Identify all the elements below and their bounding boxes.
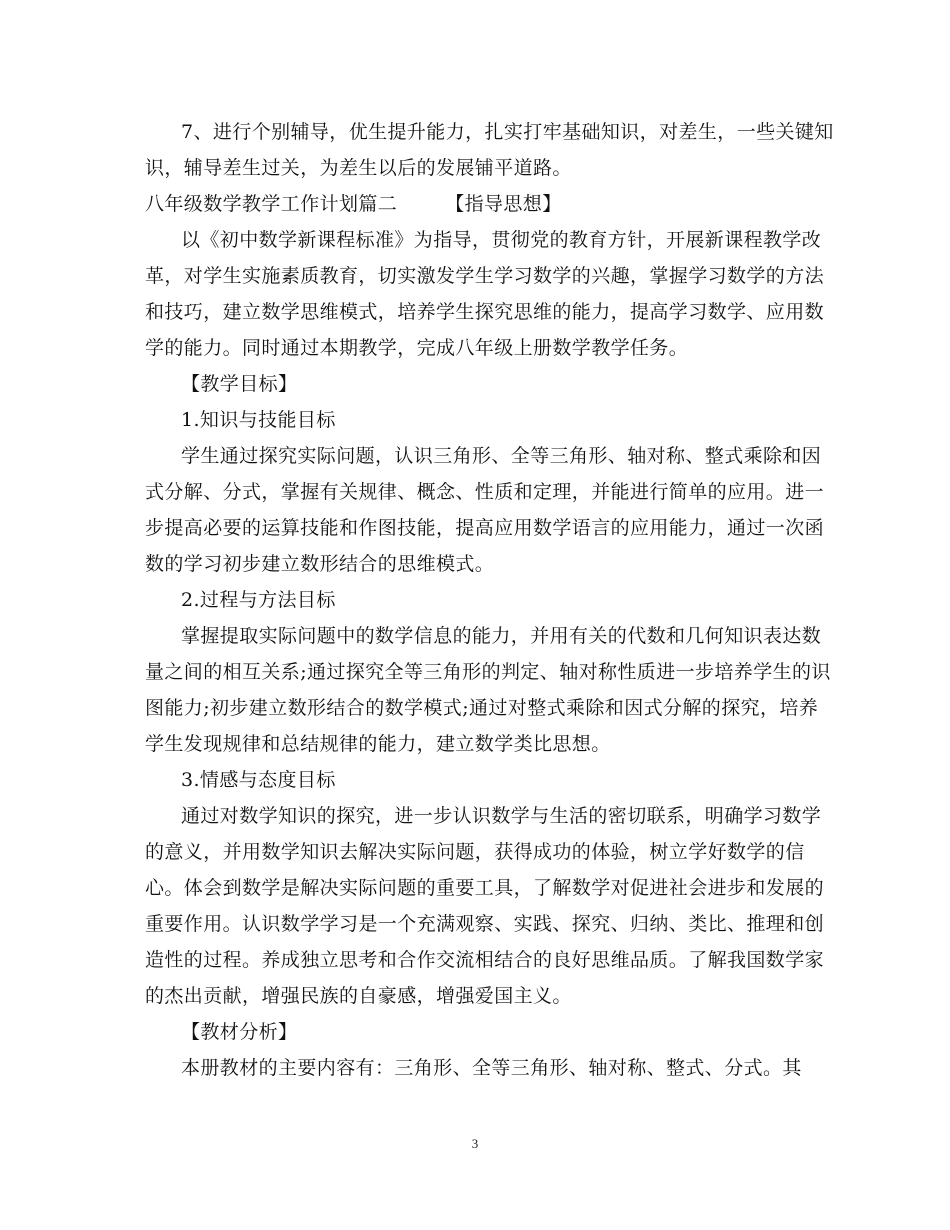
- paragraph-line: 掌握提取实际问题中的数学信息的能力，并用有关的代数和几何知识表达数: [181, 625, 822, 647]
- paragraph-line: 通过对数学知识的探究，进一步认识数学与生活的密切联系，明确学习数学: [181, 805, 822, 827]
- paragraph-line: 重要作用。认识数学学习是一个充满观察、实践、探究、归纳、类比、推理和创: [145, 913, 825, 935]
- textbook-analysis-heading: 【教材分析】: [181, 1021, 298, 1043]
- paragraph-line: 革，对学生实施素质教育，切实激发学生学习数学的兴趣，掌握学习数学的方法: [145, 265, 825, 287]
- subheading: 1.知识与技能目标: [181, 409, 336, 431]
- paragraph-line: 以《初中数学新课程标准》为指导，贯彻党的教育方针，开展新课程教学改: [181, 229, 822, 251]
- teaching-goals-heading: 【教学目标】: [181, 373, 298, 395]
- plan-title: 八年级数学教学工作计划篇二: [145, 193, 398, 215]
- paragraph-line: 的杰出贡献，增强民族的自豪感，增强爱国主义。: [145, 985, 572, 1007]
- paragraph-line: 造性的过程。养成独立思考和合作交流相结合的良好思维品质。了解我国数学家: [145, 949, 825, 971]
- subheading: 2.过程与方法目标: [181, 589, 336, 611]
- paragraph-line: 学的能力。同时通过本期教学，完成八年级上册数学教学任务。: [145, 337, 689, 359]
- paragraph-line: 学生通过探究实际问题，认识三角形、全等三角形、轴对称、整式乘除和因: [181, 445, 822, 467]
- paragraph-line: 步提高必要的运算技能和作图技能，提高应用数学语言的应用能力，通过一次函: [145, 517, 825, 539]
- page-number: 3: [471, 1136, 479, 1151]
- paragraph-line: 数的学习初步建立数形结合的思维模式。: [145, 553, 495, 575]
- paragraph-line: 量之间的相互关系;通过探究全等三角形的判定、轴对称性质进一步培养学生的识: [145, 661, 831, 683]
- paragraph-line: 的意义，并用数学知识去解决实际问题，获得成功的体验，树立学好数学的信: [145, 841, 805, 863]
- paragraph-line: 式分解、分式，掌握有关规律、概念、性质和定理，并能进行简单的应用。进一: [145, 481, 825, 503]
- guiding-ideology-heading: 【指导思想】: [445, 193, 562, 215]
- paragraph-line: 心。体会到数学是解决实际问题的重要工具，了解数学对促进社会进步和发展的: [145, 877, 825, 899]
- paragraph-line: 和技巧，建立数学思维模式，培养学生探究思维的能力，提高学习数学、应用数: [145, 301, 825, 323]
- paragraph-line: 图能力;初步建立数形结合的数学模式;通过对整式乘除和因式分解的探究，培养: [145, 697, 819, 719]
- section-title-line: [145, 186, 815, 222]
- paragraph-line: 本册教材的主要内容有：三角形、全等三角形、轴对称、整式、分式。其: [181, 1057, 802, 1079]
- paragraph-line: 识，辅导差生过关，为差生以后的发展铺平道路。: [145, 157, 572, 179]
- paragraph-line: 7、进行个别辅导，优生提升能力，扎实打牢基础知识，对差生，一些关键知: [181, 121, 834, 143]
- subheading: 3.情感与态度目标: [181, 769, 336, 791]
- paragraph-line: 学生发现规律和总结规律的能力，建立数学类比思想。: [145, 733, 611, 755]
